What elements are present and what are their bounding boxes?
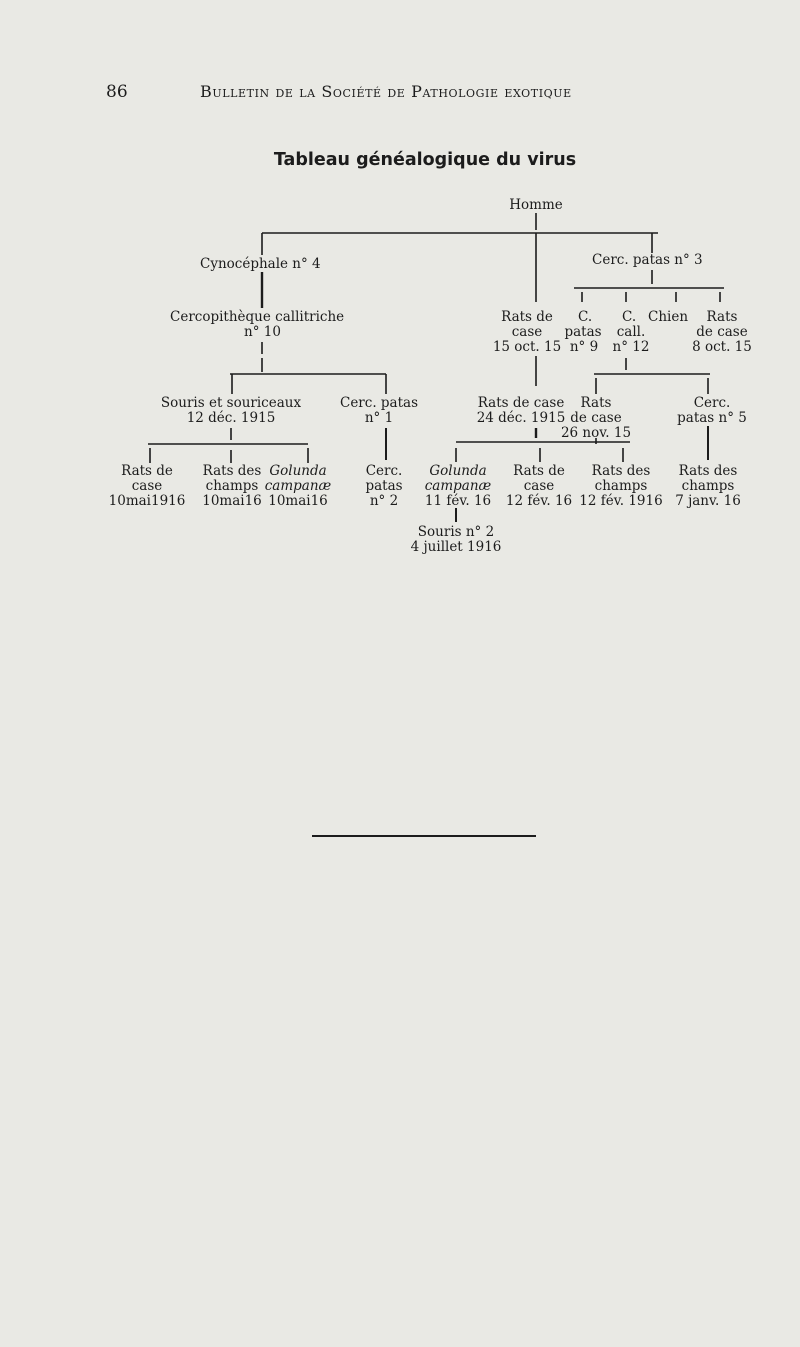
node-souris-2-a: Souris n° 2 xyxy=(417,524,495,540)
node-rats-champs-fev-b: champs xyxy=(594,478,648,494)
table-title: Tableau généalogique du virus xyxy=(273,150,577,170)
node-rats-case-oct-a: Rats xyxy=(706,309,738,325)
node-c-call-12-a: C. xyxy=(622,309,637,325)
node-rats-champs-fev-c: 12 fév. 1916 xyxy=(579,493,663,509)
node-cerc-patas-5-b: patas n° 5 xyxy=(677,410,747,426)
node-souris-label: Souris et souriceaux xyxy=(160,395,302,411)
node-cerc-patas-2-a: Cerc. xyxy=(365,463,403,479)
node-rats-nov-b: de case xyxy=(570,410,622,426)
node-cerc-patas-1-number: n° 1 xyxy=(364,410,394,426)
node-c-call-12-b: call. xyxy=(616,324,646,340)
node-cynocephale: Cynocéphale n° 4 xyxy=(200,256,321,272)
node-golunda-2-b: campanæ xyxy=(424,478,492,494)
node-rats-champs-fev-a: Rats des xyxy=(591,463,651,479)
node-cercopitheque-label: Cercopithèque callitriche xyxy=(170,309,345,325)
node-rats-champs-1916-b: champs xyxy=(205,478,259,494)
node-golunda-2-c: 11 fév. 16 xyxy=(424,493,492,509)
page-number: 86 xyxy=(106,82,128,102)
node-rats-case-oct-c: 8 oct. 15 xyxy=(692,339,752,355)
node-rats-case-fev-c: 12 fév. 16 xyxy=(505,493,573,509)
node-c-patas-9-b: patas xyxy=(564,324,602,340)
node-rats-champs-janv-b: champs xyxy=(681,478,735,494)
node-rats-nov-c: 26 nov. 15 xyxy=(560,425,632,441)
node-rats-case-fev-b: case xyxy=(523,478,555,494)
node-rats-case-1916-b: case xyxy=(131,478,163,494)
section-end-rule xyxy=(312,835,536,837)
node-rats-case-1916-c: 10mai1916 xyxy=(108,493,186,509)
node-rats-case-1916-a: Rats de xyxy=(121,463,173,479)
node-c-call-12-c: n° 12 xyxy=(612,339,650,355)
node-c-patas-9-c: n° 9 xyxy=(569,339,599,355)
node-rats-case-1915-a: Rats de xyxy=(501,309,553,325)
node-rats-case-dec-a: Rats de case xyxy=(477,395,565,411)
node-c-patas-9-a: C. xyxy=(578,309,593,325)
node-rats-champs-1916-a: Rats des xyxy=(202,463,262,479)
node-souris-2-b: 4 juillet 1916 xyxy=(410,539,502,555)
node-homme: Homme xyxy=(509,197,563,213)
node-cerc-patas-3: Cerc. patas n° 3 xyxy=(592,252,703,268)
node-rats-case-1915-b: case xyxy=(511,324,543,340)
node-golunda-1-b: campanæ xyxy=(264,478,332,494)
node-rats-case-oct-b: de case xyxy=(696,324,748,340)
node-chien: Chien xyxy=(648,309,689,325)
node-rats-nov-a: Rats xyxy=(580,395,612,411)
node-rats-case-fev-a: Rats de xyxy=(513,463,565,479)
node-cerc-patas-2-c: n° 2 xyxy=(369,493,399,509)
node-golunda-1-a: Golunda xyxy=(269,463,327,479)
node-rats-champs-janv-a: Rats des xyxy=(678,463,738,479)
node-golunda-2-a: Golunda xyxy=(429,463,487,479)
node-rats-case-dec-b: 24 déc. 1915 xyxy=(476,410,566,426)
node-golunda-1-c: 10mai16 xyxy=(268,493,328,509)
node-cercopitheque-number: n° 10 xyxy=(244,324,281,340)
node-cerc-patas-1-label: Cerc. patas xyxy=(339,395,418,411)
node-cerc-patas-5-a: Cerc. xyxy=(693,395,731,411)
node-rats-case-1915-c: 15 oct. 15 xyxy=(492,339,562,355)
node-cerc-patas-2-b: patas xyxy=(365,478,403,494)
running-header: Bulletin de la Société de Pathologie exotique xyxy=(200,82,572,101)
node-rats-champs-1916-c: 10mai16 xyxy=(202,493,262,509)
node-rats-champs-janv-c: 7 janv. 16 xyxy=(675,493,741,509)
node-souris-date: 12 déc. 1915 xyxy=(186,410,276,426)
